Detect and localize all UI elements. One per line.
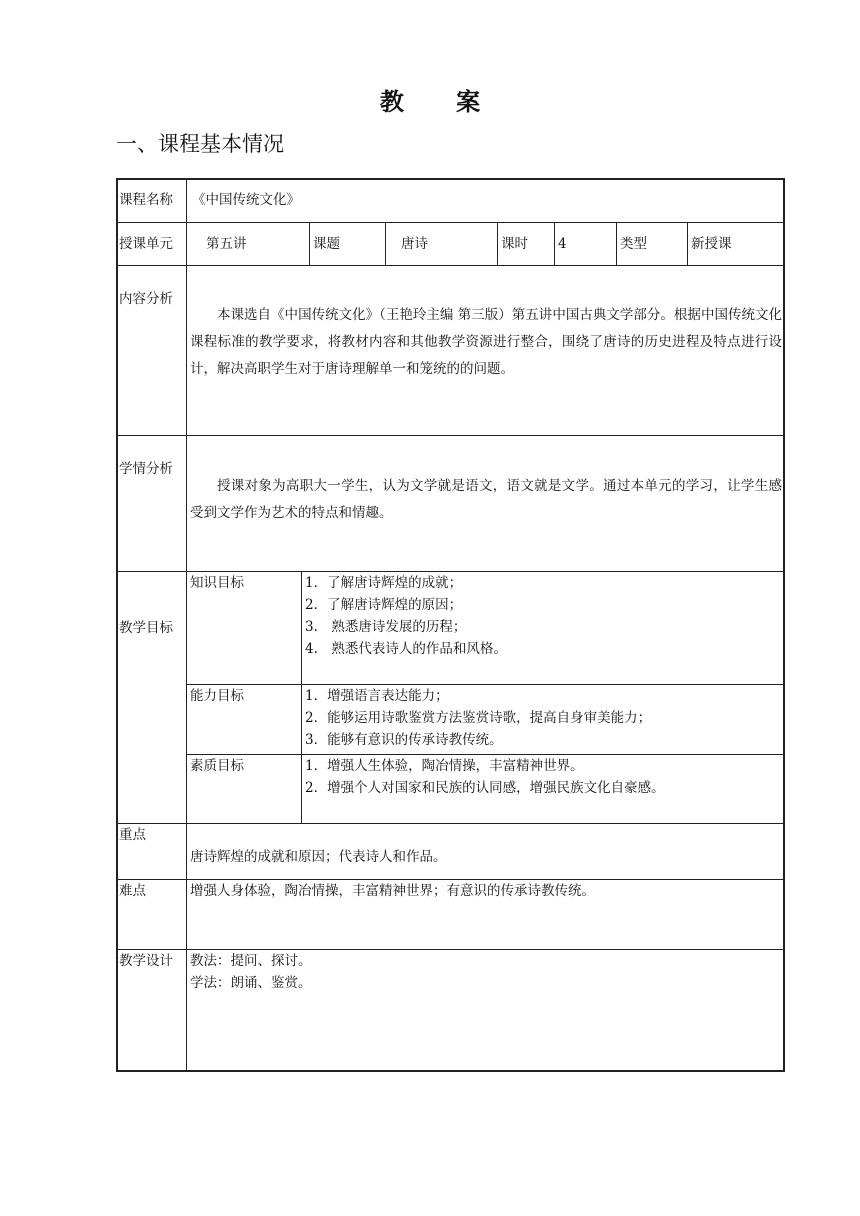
- knowledge-item: 2．了解唐诗辉煌的原因；: [305, 597, 463, 613]
- section-heading: 一、课程基本情况: [116, 132, 284, 156]
- content-analysis-text: 本课选自《中国传统文化》（王艳玲主编 第三版）第五讲中国古典文学部分。根据中国传统文化课程标准的教学要求，将教材内容和其他教学资源进行整合，围绕了唐诗的历史进程及特点进行设计，解决高职学生对于唐诗理解单一和笼统的的问题。: [190, 307, 782, 377]
- topic-label: 课题: [313, 236, 340, 252]
- type-label: 类型: [620, 236, 647, 252]
- knowledge-item: 1．了解唐诗辉煌的成就；: [305, 575, 463, 591]
- row-divider: [116, 222, 785, 223]
- column-divider: [687, 222, 688, 265]
- content-analysis-label: 内容分析: [119, 291, 173, 307]
- topic-value: 唐诗: [401, 236, 428, 252]
- ability-item: 1．增强语言表达能力；: [305, 688, 449, 704]
- page-title: 教 案: [379, 87, 503, 116]
- column-divider: [616, 222, 617, 265]
- ability-item: 2．能够运用诗歌鉴赏方法鉴赏诗歌，提高自身审美能力；: [305, 710, 652, 726]
- knowledge-objective-label: 知识目标: [190, 575, 244, 591]
- design-method-line: 学法：朗诵、鉴赏。: [190, 975, 312, 991]
- quality-item: 1．增强人生体验，陶冶情操，丰富精神世界。: [305, 758, 584, 774]
- key-points-label: 重点: [119, 827, 146, 843]
- unit-value: 第五讲: [206, 236, 247, 252]
- column-divider: [186, 178, 187, 1072]
- ability-item: 3．能够有意识的传承诗教传统。: [305, 732, 503, 748]
- ability-objective-label: 能力目标: [190, 688, 244, 704]
- knowledge-item: 3. 熟悉唐诗发展的历程；: [305, 619, 467, 635]
- row-divider: [186, 684, 785, 685]
- student-analysis-text: 授课对象为高职大一学生，认为文学就是语文，语文就是文学。通过本单元的学习，让学生感受到文学作为艺术的特点和情趣。: [190, 478, 782, 521]
- course-label: 课程名称: [119, 192, 173, 208]
- design-label: 教学设计: [119, 953, 173, 969]
- hours-value: 4: [558, 236, 567, 252]
- key-points-text: 唐诗辉煌的成就和原因；代表诗人和作品。: [190, 849, 447, 865]
- column-divider: [554, 222, 555, 265]
- knowledge-item: 4. 熟悉代表诗人的作品和风格。: [305, 641, 507, 657]
- quality-objective-label: 素质目标: [190, 758, 244, 774]
- objectives-label: 教学目标: [119, 620, 173, 636]
- hours-label: 课时: [501, 236, 528, 252]
- column-divider: [385, 222, 386, 265]
- difficulties-text: 增强人身体验，陶冶情操，丰富精神世界；有意识的传承诗教传统。: [190, 883, 595, 899]
- student-analysis-label: 学情分析: [119, 461, 173, 477]
- row-divider: [116, 823, 785, 824]
- column-divider: [309, 222, 310, 265]
- column-divider: [497, 222, 498, 265]
- row-divider: [116, 435, 785, 436]
- row-divider: [116, 265, 785, 266]
- difficulties-label: 难点: [119, 883, 146, 899]
- course-value: 《中国传统文化》: [192, 192, 300, 208]
- design-method-line: 教法：提问、探讨。: [190, 953, 312, 969]
- lesson-plan-table: [116, 178, 785, 1072]
- unit-label: 授课单元: [119, 236, 173, 252]
- type-value: 新授课: [691, 236, 732, 252]
- quality-item: 2．增强个人对国家和民族的认同感，增强民族文化自豪感。: [305, 780, 665, 796]
- column-divider: [301, 571, 302, 823]
